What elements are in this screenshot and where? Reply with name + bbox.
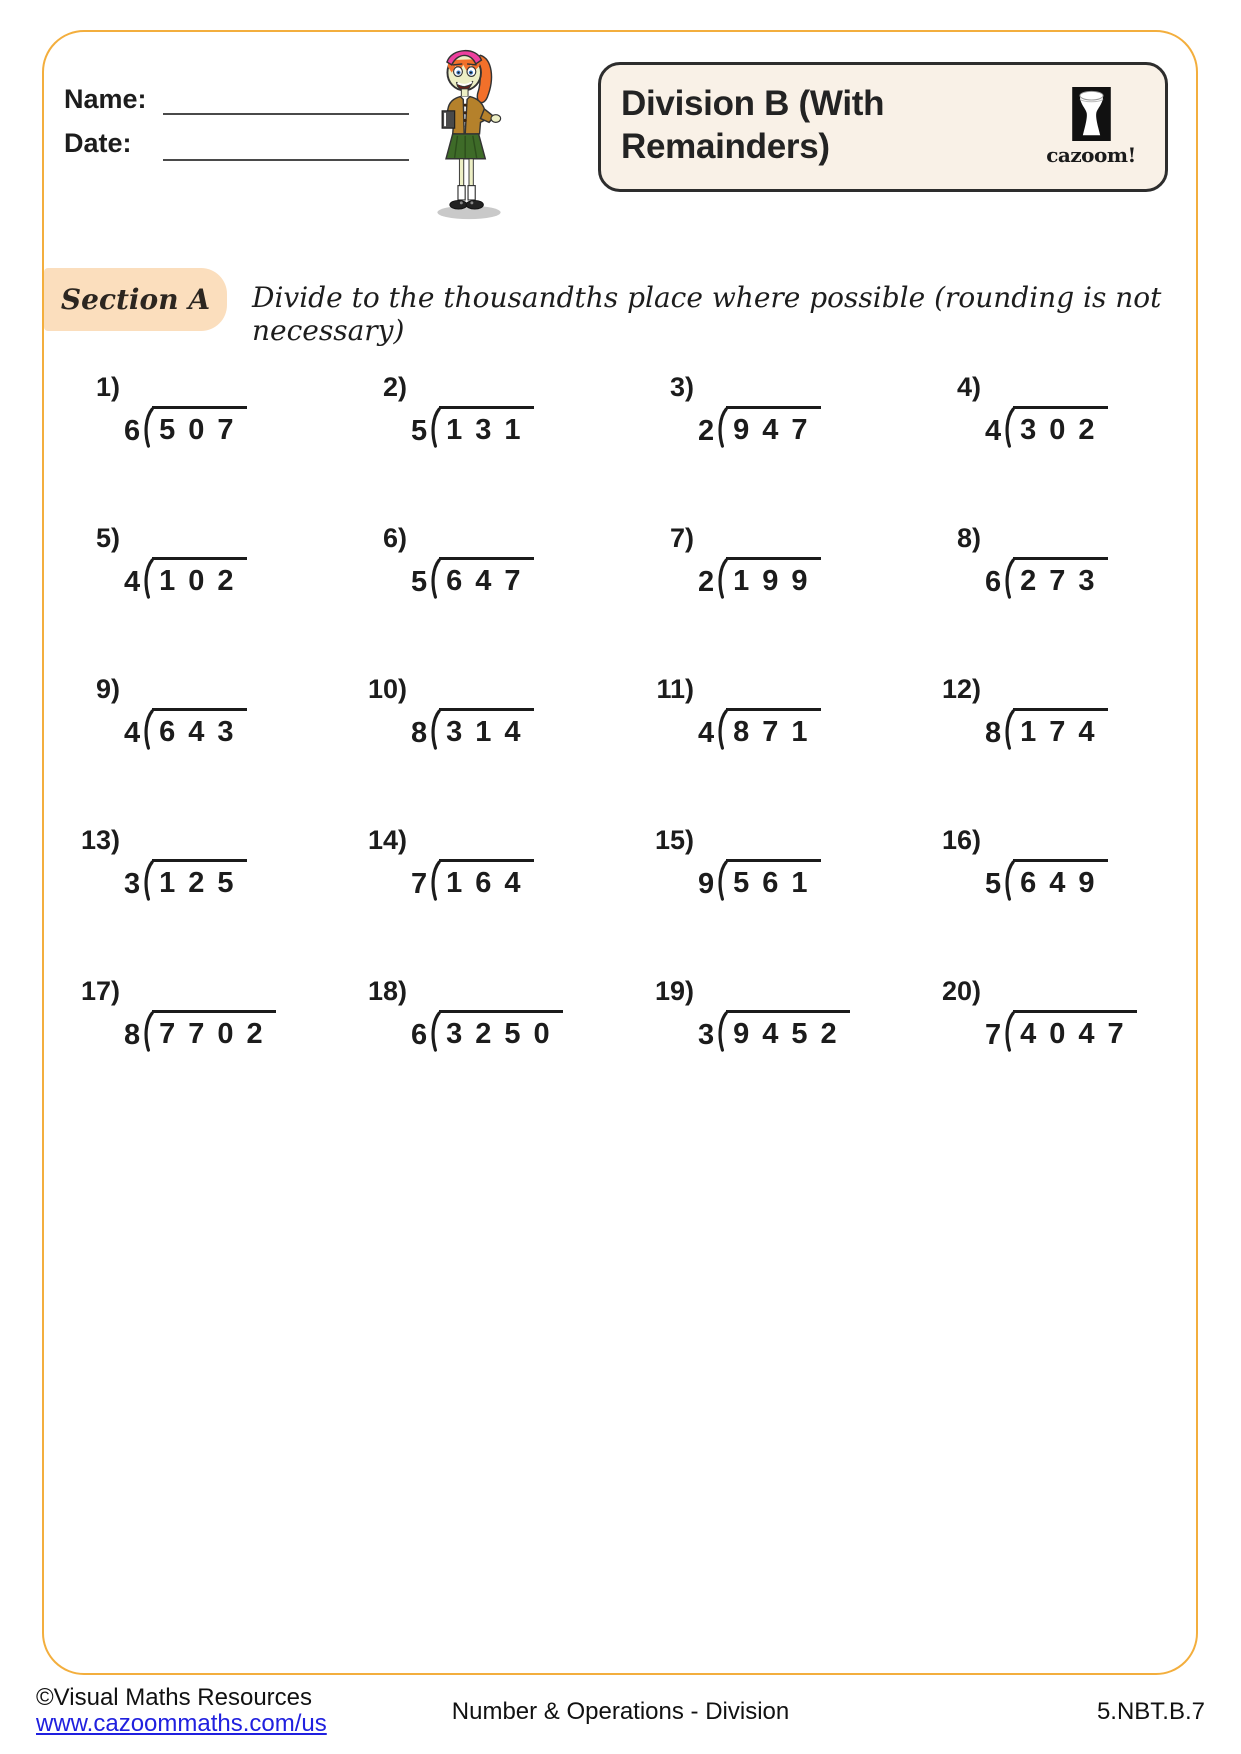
logo-wordmark: cazoom!: [1046, 143, 1136, 167]
division-problem-14: [355, 821, 642, 972]
footer-standard-code: 5.NBT.B.7: [1096, 1698, 1205, 1725]
problem-number: 13): [80, 825, 120, 855]
dividend: 3250: [439, 1010, 563, 1053]
division-bracket-icon: [140, 1010, 152, 1053]
divisor: 9: [698, 868, 715, 900]
division-bracket-icon: [1001, 859, 1013, 902]
division-bracket-icon: [1001, 708, 1013, 751]
long-division-expression: [698, 1010, 850, 1053]
problem-number: 11): [656, 674, 694, 704]
section-instruction: Divide to the thousandths place where possible (rounding is not necessary): [252, 281, 1162, 347]
division-problem-6: [355, 519, 642, 670]
dividend: 7702: [152, 1010, 276, 1053]
long-division-expression: [124, 708, 247, 751]
division-problem-1: [68, 368, 355, 519]
division-problem-10: [355, 670, 642, 821]
division-bracket-icon: [1001, 406, 1013, 449]
division-problem-2: [355, 368, 642, 519]
long-division-expression: [985, 1010, 1137, 1053]
divisor: 7: [985, 1019, 1002, 1051]
problem-number: 2): [382, 372, 407, 402]
problem-number: 15): [654, 825, 694, 855]
divisor: 7: [411, 868, 428, 900]
problem-number: 17): [80, 976, 120, 1006]
problem-number: 4): [956, 372, 981, 402]
dividend: 9452: [726, 1010, 850, 1053]
division-problem-8: [929, 519, 1216, 670]
division-problem-7: [642, 519, 929, 670]
division-bracket-icon: [427, 406, 439, 449]
date-input-line[interactable]: [163, 159, 409, 161]
dividend: 302: [1013, 406, 1107, 449]
division-problem-3: [642, 368, 929, 519]
long-division-expression: [985, 708, 1108, 751]
dividend: 131: [439, 406, 533, 449]
long-division-expression: [411, 1010, 563, 1053]
division-bracket-icon: [427, 708, 439, 751]
long-division-expression: [411, 406, 534, 449]
division-bracket-icon: [140, 557, 152, 600]
division-problem-16: [929, 821, 1216, 972]
problem-number: 3): [669, 372, 694, 402]
problem-number: 20): [941, 976, 981, 1006]
problem-number: 12): [941, 674, 981, 704]
division-bracket-icon: [714, 708, 726, 751]
division-bracket-icon: [427, 859, 439, 902]
divisor: 4: [698, 717, 715, 749]
division-bracket-icon: [714, 557, 726, 600]
division-problem-11: [642, 670, 929, 821]
divisor: 6: [124, 415, 141, 447]
footer-copyright: ©Visual Maths Resources: [36, 1684, 313, 1711]
worksheet-title: Division B (With Remainders): [621, 84, 885, 166]
long-division-expression: [985, 406, 1108, 449]
divisor: 5: [985, 868, 1002, 900]
footer-url-link[interactable]: www.cazoommaths.com/us: [36, 1710, 327, 1737]
section-a-badge: [44, 268, 227, 331]
division-bracket-icon: [1001, 1010, 1013, 1053]
divisor: 8: [411, 717, 428, 749]
division-bracket-icon: [140, 406, 152, 449]
dividend: 643: [152, 708, 246, 751]
divisor: 5: [411, 566, 428, 598]
division-problem-5: [68, 519, 355, 670]
dividend: 4047: [1013, 1010, 1137, 1053]
dividend: 174: [1013, 708, 1107, 751]
problem-number: 7): [669, 523, 694, 553]
dividend: 947: [726, 406, 820, 449]
divisor: 2: [698, 415, 715, 447]
divisor: 5: [411, 415, 428, 447]
problem-number: 1): [95, 372, 120, 402]
division-bracket-icon: [714, 406, 726, 449]
problem-number: 18): [367, 976, 407, 1006]
dividend: 649: [1013, 859, 1107, 902]
divisor: 2: [698, 566, 715, 598]
problem-number: 16): [941, 825, 981, 855]
divisor: 3: [698, 1019, 715, 1051]
problem-number: 19): [654, 976, 694, 1006]
long-division-expression: [698, 859, 821, 902]
divisor: 4: [124, 717, 141, 749]
division-problem-9: [68, 670, 355, 821]
footer-topic: Number & Operations - Division: [451, 1698, 790, 1725]
problem-number: 8): [956, 523, 981, 553]
divisor: 6: [411, 1019, 428, 1051]
division-bracket-icon: [427, 1010, 439, 1053]
division-problem-4: [929, 368, 1216, 519]
long-division-expression: [698, 708, 821, 751]
problems-grid: [68, 368, 1216, 1123]
division-bracket-icon: [714, 859, 726, 902]
worksheet-title-box: [598, 62, 1168, 192]
name-label: Name:: [64, 84, 147, 114]
student-illustration: [420, 40, 518, 222]
divisor: 8: [985, 717, 1002, 749]
division-bracket-icon: [427, 557, 439, 600]
drum-logo-icon: [1072, 87, 1111, 141]
dividend: 647: [439, 557, 533, 600]
dividend: 199: [726, 557, 820, 600]
long-division-expression: [411, 859, 534, 902]
division-problem-19: [642, 972, 929, 1123]
division-bracket-icon: [140, 708, 152, 751]
dividend: 871: [726, 708, 820, 751]
divisor: 6: [985, 566, 1002, 598]
problem-number: 10): [367, 674, 407, 704]
division-problem-18: [355, 972, 642, 1123]
long-division-expression: [124, 1010, 276, 1053]
problem-number: 6): [382, 523, 407, 553]
dividend: 164: [439, 859, 533, 902]
division-problem-15: [642, 821, 929, 972]
name-input-line[interactable]: [163, 113, 409, 115]
dividend: 314: [439, 708, 533, 751]
long-division-expression: [124, 406, 247, 449]
problem-number: 9): [95, 674, 120, 704]
divisor: 3: [124, 868, 141, 900]
cazoom-logo: [1043, 87, 1139, 167]
divisor: 8: [124, 1019, 141, 1051]
dividend: 507: [152, 406, 246, 449]
problem-number: 14): [367, 825, 407, 855]
long-division-expression: [124, 557, 247, 600]
problem-number: 5): [95, 523, 120, 553]
long-division-expression: [124, 859, 247, 902]
dividend: 273: [1013, 557, 1107, 600]
division-bracket-icon: [140, 859, 152, 902]
dividend: 561: [726, 859, 820, 902]
division-bracket-icon: [1001, 557, 1013, 600]
long-division-expression: [985, 859, 1108, 902]
long-division-expression: [698, 557, 821, 600]
divisor: 4: [124, 566, 141, 598]
long-division-expression: [698, 406, 821, 449]
date-label: Date:: [64, 128, 132, 158]
divisor: 4: [985, 415, 1002, 447]
division-bracket-icon: [714, 1010, 726, 1053]
division-problem-17: [68, 972, 355, 1123]
division-problem-13: [68, 821, 355, 972]
division-problem-20: [929, 972, 1216, 1123]
dividend: 102: [152, 557, 246, 600]
division-problem-12: [929, 670, 1216, 821]
dividend: 125: [152, 859, 246, 902]
long-division-expression: [985, 557, 1108, 600]
long-division-expression: [411, 708, 534, 751]
long-division-expression: [411, 557, 534, 600]
section-a-label: Section A: [60, 283, 211, 316]
